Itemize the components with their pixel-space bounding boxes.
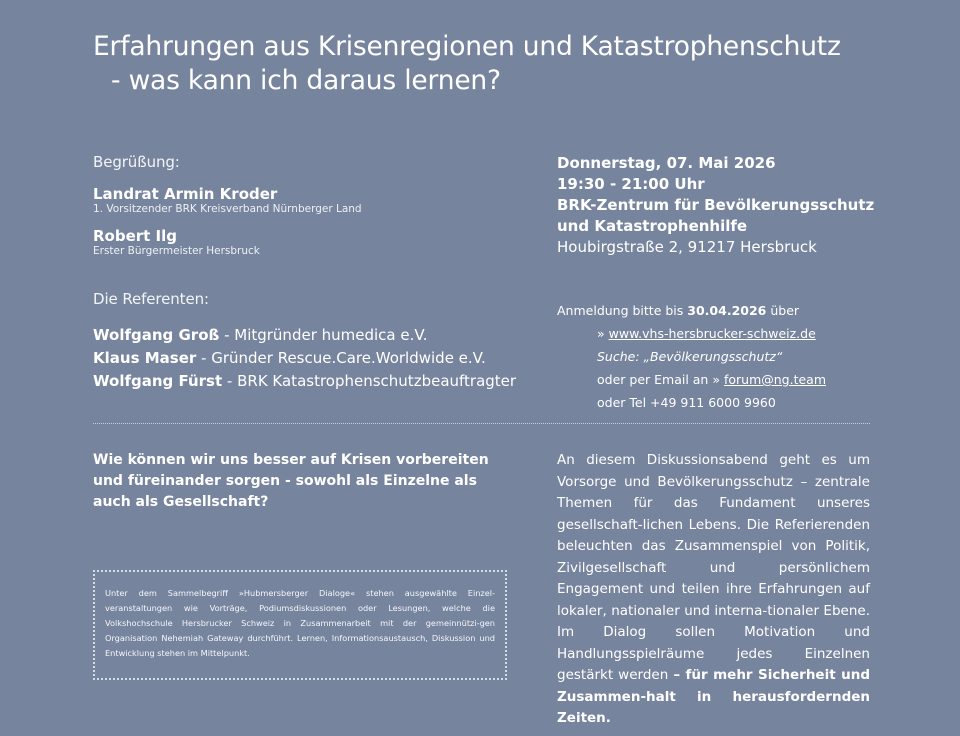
event-info	[557, 153, 877, 258]
registration-intro-suffix: über	[766, 303, 800, 318]
referent-role: - BRK Katastrophenschutzbeauftragter	[222, 372, 517, 390]
key-question: Wie können wir uns besser auf Krisen vorbereiten und füreinander sorgen - sowohl als Einzelne als auch als Gesellschaft?	[93, 452, 489, 510]
referent-role: - Mitgründer humedica e.V.	[219, 326, 428, 344]
event-venue-line1: BRK-Zentrum für Bevölkerungsschutz	[557, 196, 875, 214]
welcome-label: Begrüßung:	[93, 153, 180, 171]
web-prefix: »	[597, 326, 609, 341]
speaker-name: Robert Ilg	[93, 227, 178, 245]
registration-intro	[557, 299, 877, 322]
referent-name: Klaus Maser	[93, 349, 197, 367]
referents-list	[93, 324, 533, 393]
speaker-name: Landrat Armin Kroder	[93, 185, 278, 203]
description-bold: – für mehr Sicherheit und Zusammen-halt in herausfordernden Zeiten.	[557, 667, 870, 726]
speaker-role: Erster Bürgermeister Hersbruck	[93, 245, 260, 257]
event-description	[557, 450, 870, 730]
registration-web	[557, 322, 877, 345]
event-date: Donnerstag, 07. Mai 2026	[557, 154, 776, 172]
welcome-speaker	[93, 185, 362, 215]
referent-role: - Gründer Rescue.Care.Worldwide e.V.	[196, 349, 486, 367]
referent-item	[93, 370, 533, 393]
email-prefix: oder per Email an »	[597, 372, 724, 387]
referent-name: Wolfgang Groß	[93, 326, 220, 344]
event-venue-line2: und Katastrophenhilfe	[557, 217, 748, 235]
registration-email	[557, 368, 877, 391]
referent-item	[93, 347, 533, 370]
email-link[interactable]: forum@ng.team	[723, 372, 826, 387]
page-title	[93, 30, 913, 98]
registration-deadline: 30.04.2026	[687, 303, 767, 318]
title-line-1: Erfahrungen aus Krisenregionen und Katastrophenschutz	[93, 31, 841, 62]
info-box: Unter dem Sammelbegriff »Hubmersberger Dialoge« stehen ausgewählte Einzel-veranstaltungen wie Vorträge, Podiumsdiskussionen oder Lesungen, welche die Volkshochschule Hersbrucker Schweiz in Zusammenarbeit mit der gemeinnützi-gen Organisation Nehemiah Gateway durchführt. Lernen, Informationsaustausch, Diskussion und Entwicklung stehen im Mittelpunkt.	[93, 570, 507, 680]
referent-item	[93, 324, 533, 347]
search-hint: Suche: „Bevölkerungsschutz“	[597, 349, 783, 364]
description-text: An diesem Diskussionsabend geht es um Vorsorge und Bevölkerungsschutz – zentrale Themen für das Fundament unseres gesellschaft-lichen Lebens. Die Referierenden beleuchten das Zusammenspiel von Politik, Zivilgesellschaft und persönlichem Engagement und teilen ihre Erfahrungen auf lokaler, nationaler und interna-tionaler Ebene. Im Dialog sollen Motivation und Handlungsspielräume jedes Einzelnen gestärkt werden	[557, 452, 870, 683]
registration-block	[557, 299, 877, 414]
speaker-role: 1. Vorsitzender BRK Kreisverband Nürnberger Land	[93, 203, 362, 215]
title-line-2: - was kann ich daraus lernen?	[111, 65, 501, 96]
event-time: 19:30 - 21:00 Uhr	[557, 175, 705, 193]
referents-label: Die Referenten:	[93, 290, 209, 308]
referent-name: Wolfgang Fürst	[93, 372, 223, 390]
registration-intro-text: Anmeldung bitte bis	[557, 303, 688, 318]
event-address: Houbirgstraße 2, 91217 Hersbruck	[557, 238, 817, 256]
section-divider	[93, 423, 870, 424]
welcome-speaker	[93, 227, 260, 257]
website-link[interactable]: www.vhs-hersbrucker-schweiz.de	[608, 326, 816, 341]
registration-phone: oder Tel +49 911 6000 9960	[597, 395, 776, 410]
